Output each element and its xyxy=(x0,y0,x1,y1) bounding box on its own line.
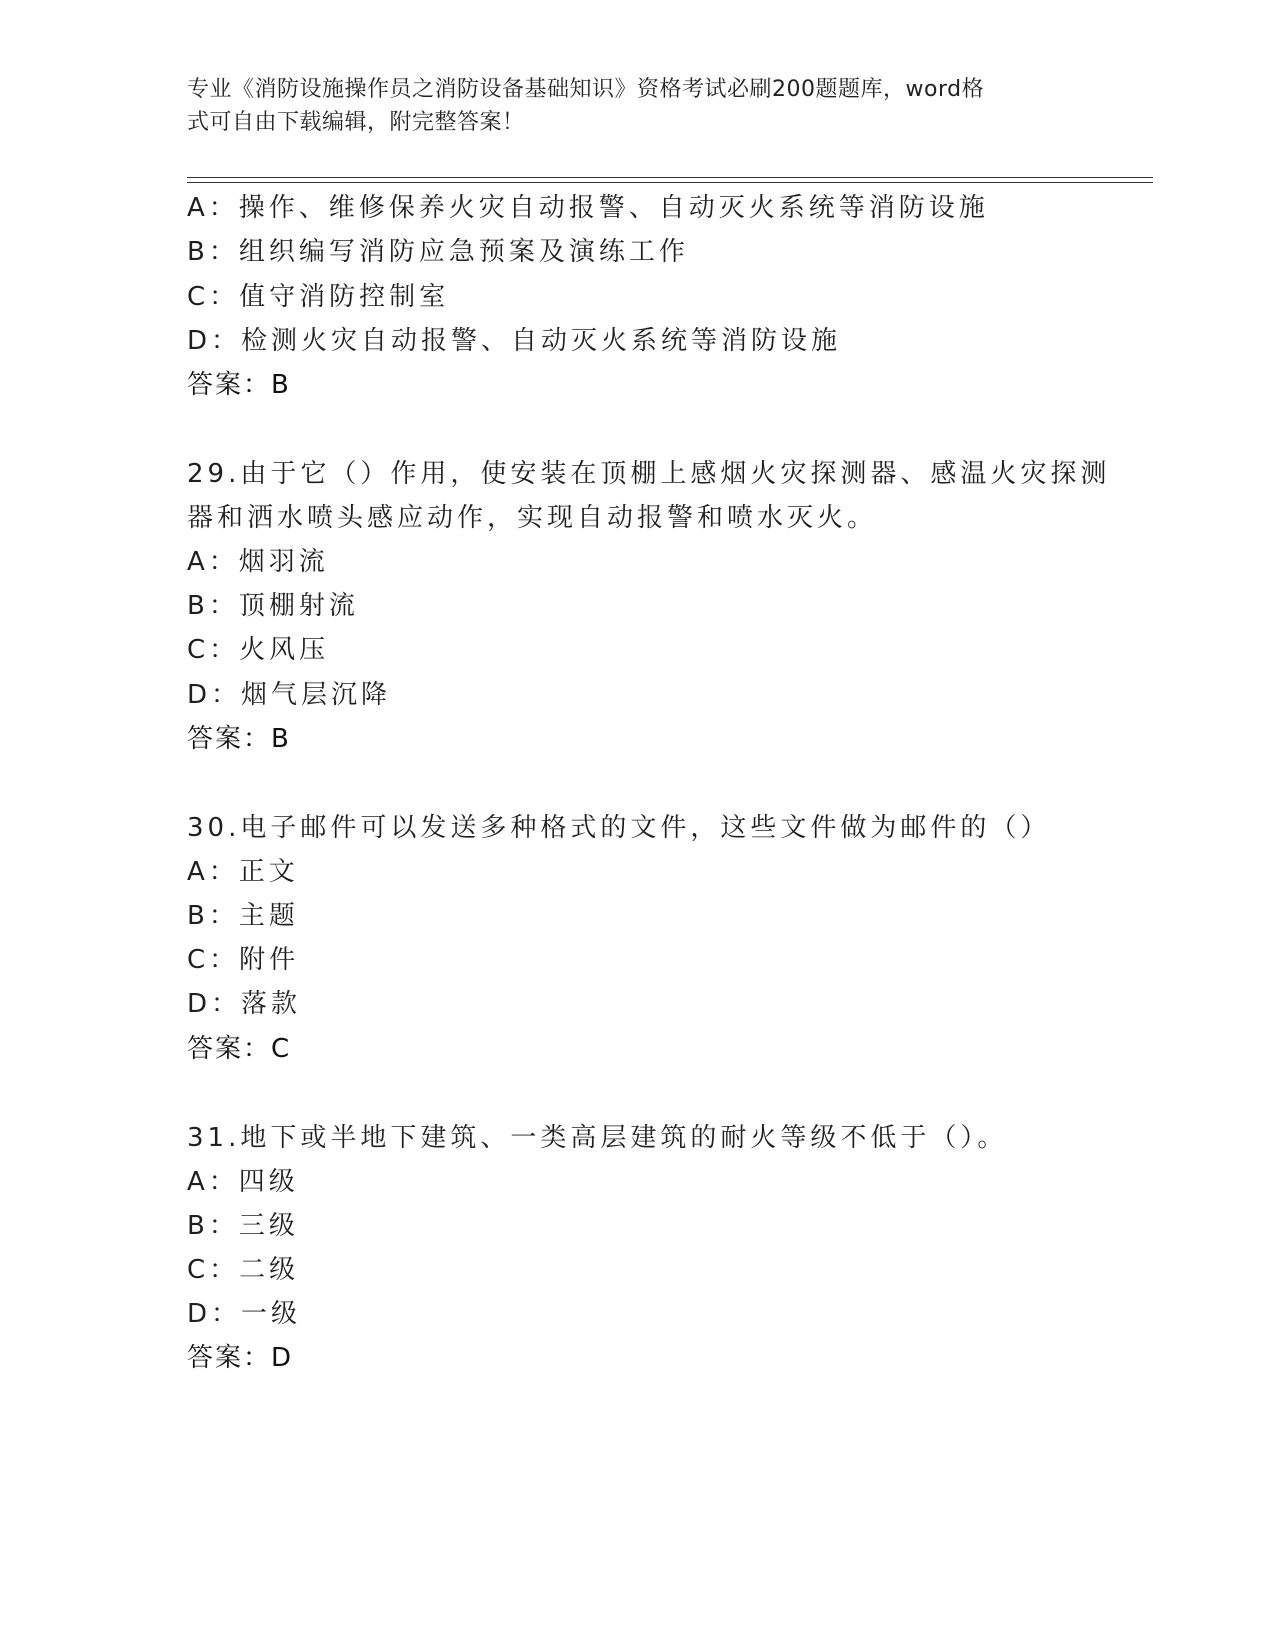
q31-option-a: A：四级 xyxy=(187,1167,299,1197)
q31-stem-line-1: 31.地下或半地下建筑、一类高层建筑的耐火等级不低于（）。 xyxy=(187,1123,1008,1153)
q31-option-d: D：一级 xyxy=(187,1299,302,1329)
q29-option-c: C：火风压 xyxy=(187,635,330,665)
header-divider-top xyxy=(187,177,1153,178)
q28-option-c: C：值守消防控制室 xyxy=(187,282,450,312)
q28-option-a: A：操作、维修保养火灾自动报警、自动灭火系统等消防设施 xyxy=(187,193,989,223)
q31-option-c: C：二级 xyxy=(187,1255,300,1285)
q29-option-a: A：烟羽流 xyxy=(187,547,329,577)
q30-option-c: C：附件 xyxy=(187,945,300,975)
q31-answer: 答案：D xyxy=(187,1343,294,1373)
q30-option-d: D：落款 xyxy=(187,989,302,1019)
q28-option-d: D：检测火灾自动报警、自动灭火系统等消防设施 xyxy=(187,326,842,356)
q28-option-b: B：组织编写消防应急预案及演练工作 xyxy=(187,237,689,267)
q30-answer: 答案：C xyxy=(187,1034,292,1064)
q30-stem-line-1: 30.电子邮件可以发送多种格式的文件，这些文件做为邮件的（） xyxy=(187,813,1051,843)
q29-option-b: B：顶棚射流 xyxy=(187,591,359,621)
q29-stem-line-2: 器和洒水喷头感应动作，实现自动报警和喷水灭火。 xyxy=(187,503,878,533)
q30-option-b: B：主题 xyxy=(187,901,299,931)
document-header xyxy=(187,73,1067,139)
header-line-1: 专业《消防设施操作员之消防设备基础知识》资格考试必刷200题题库，word格 xyxy=(187,77,985,102)
q28-answer: 答案：B xyxy=(187,370,291,400)
q30-option-a: A：正文 xyxy=(187,857,299,887)
q29-stem-line-1: 29.由于它（）作用，使安装在顶棚上感烟火灾探测器、感温火灾探测 xyxy=(187,459,1111,489)
header-divider-bottom xyxy=(187,182,1153,183)
q31-option-b: B：三级 xyxy=(187,1211,299,1241)
q29-option-d: D：烟气层沉降 xyxy=(187,680,392,710)
q29-answer: 答案：B xyxy=(187,724,291,754)
header-line-2: 式可自由下载编辑，附完整答案！ xyxy=(187,110,525,135)
